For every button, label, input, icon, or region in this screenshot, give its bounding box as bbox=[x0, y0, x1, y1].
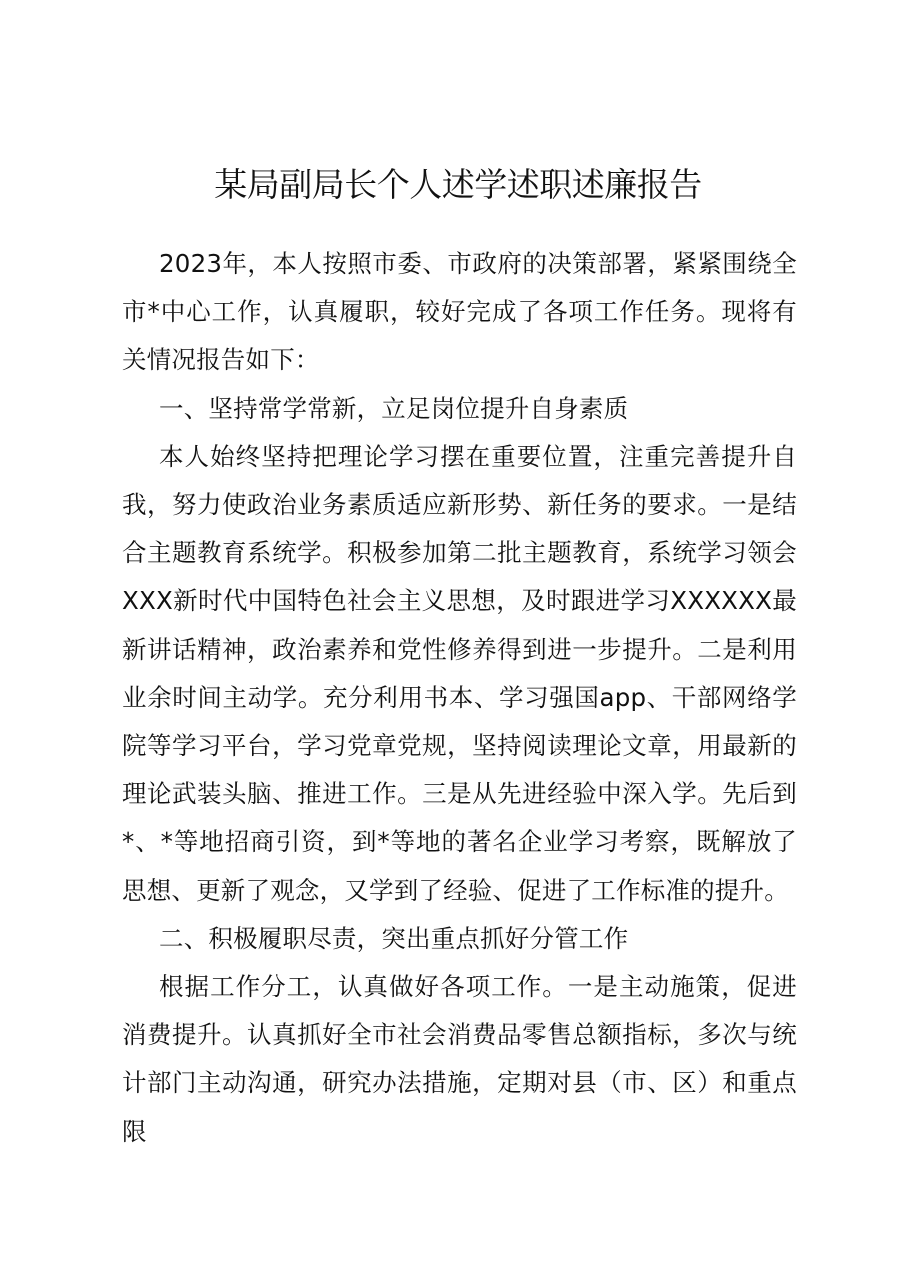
section-heading-2: 二、积极履职尽责，突出重点抓好分管工作 bbox=[159, 923, 629, 953]
intro-paragraph: 2023年，本人按照市委、市政府的决策部署，紧紧围绕全市*中心工作，认真履职，较好完成了各项工作任务。现将有关情况报告如下： bbox=[122, 249, 797, 375]
section-1-paragraph: 本人始终坚持把理论学习摆在重要位置，注重完善提升自我，努力使政治业务素质适应新形势、新任务的要求。一是结合主题教育系统学。积极参加第二批主题教育，系统学习领会XXX新时代中国特色社会主义思想，及时跟进学习XXXXXX最新讲话精神，政治素养和党性修养得到进一步提升。二是利用业余时间主动学。充分利用书本、学习强国app、干部网络学院等学习平台，学习党章党规，坚持阅读理论文章，用最新的理论武装头脑、推进工作。三是从先进经验中深入学。先后到*、*等地招商引资，到*等地的著名企业学习考察，既解放了思想、更新了观念，又学到了经验、促进了工作标准的提升。 bbox=[122, 441, 797, 905]
section-2-paragraph: 根据工作分工，认真做好各项工作。一是主动施策，促进消费提升。认真抓好全市社会消费品零售总额指标，多次与统计部门主动沟通，研究办法措施，定期对县（市、区）和重点限 bbox=[122, 972, 797, 1146]
document-title: 某局副局长个人述学述职述廉报告 bbox=[214, 165, 702, 204]
section-heading-1: 一、坚持常学常新，立足岗位提升自身素质 bbox=[159, 393, 629, 423]
document-body bbox=[122, 240, 797, 1156]
